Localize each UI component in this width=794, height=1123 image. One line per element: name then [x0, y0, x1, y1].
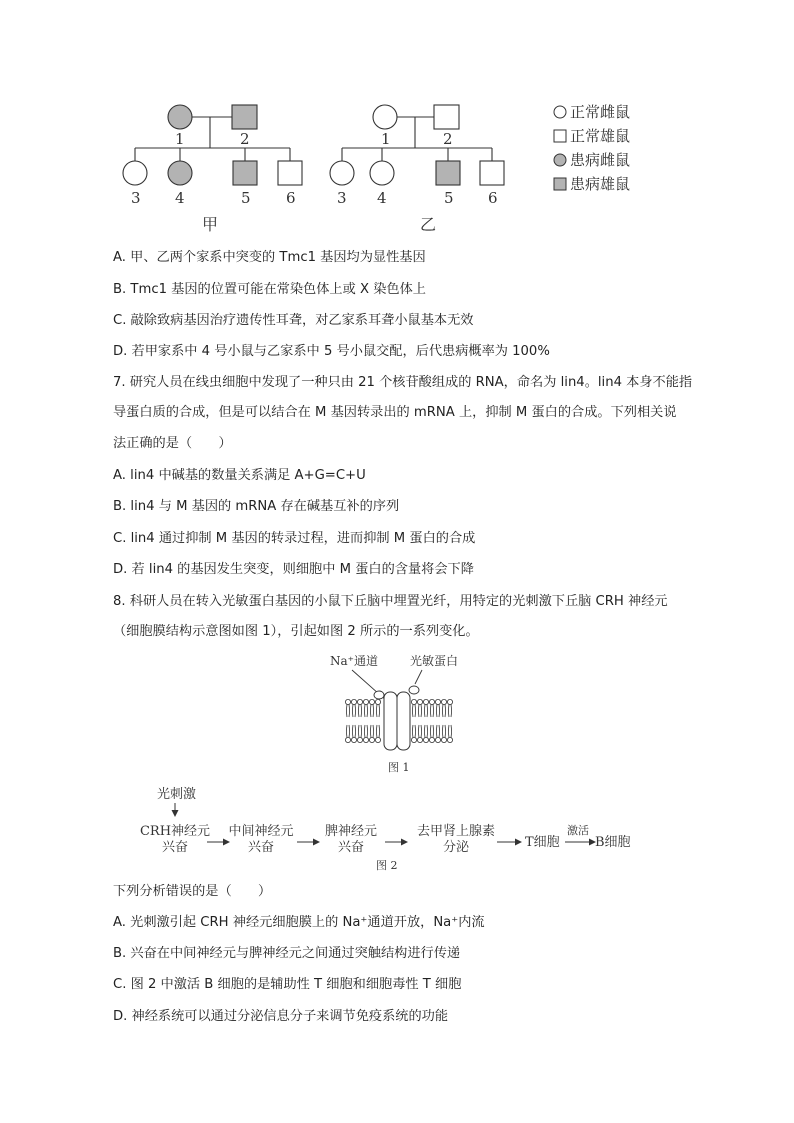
family1-individual-1 [168, 105, 192, 129]
legend [554, 103, 630, 193]
legend-normal-male: 正常雄鼠 [570, 127, 631, 145]
q8-stem-line-1: 8. 科研人员在转入光敏蛋白基因的小鼠下丘脑中埋置光纤，用特定的光刺激下丘脑 CRH 神经元 [113, 594, 668, 609]
family2-individual-2 [434, 105, 459, 129]
lipid-tail [371, 725, 372, 737]
lipid-tail [451, 725, 452, 737]
lipid-head [351, 699, 356, 704]
q7-option-c: C. lin4 通过抑制 M 基因的转录过程，进而抑制 M 蛋白的合成 [113, 531, 476, 546]
lipid-tail [427, 705, 428, 717]
lipid-tail [421, 725, 422, 737]
lipid-tail [421, 705, 422, 717]
pedigree-figure [100, 96, 660, 236]
legend-normal-female: 正常雌鼠 [570, 103, 631, 121]
lipid-tail [379, 705, 380, 717]
lipid-head [417, 699, 422, 704]
lipid-tail [373, 725, 374, 737]
f1-num-6: 6 [286, 189, 296, 207]
lipid-tail [371, 705, 372, 717]
fig2-stimulus: 光刺激 [157, 787, 197, 802]
f1-num-1: 1 [175, 130, 185, 148]
lipid-head [429, 737, 434, 742]
family2-individual-4 [370, 161, 394, 185]
f2-num-3: 3 [337, 189, 347, 207]
q6-option-b: B. Tmc1 基因的位置可能在常染色体上或 X 染色体上 [113, 282, 426, 297]
lipid-tail [439, 725, 440, 737]
q6-option-c: C. 敲除致病基因治疗遗传性耳聋，对乙家系耳聋小鼠基本无效 [113, 313, 474, 328]
f2-num-6: 6 [488, 189, 498, 207]
lipid-tail [427, 725, 428, 737]
lipid-head [435, 737, 440, 742]
lipid-head [417, 737, 422, 742]
fig2-activate: 激活 [567, 824, 589, 837]
fig2-node-2-line-1: 中间神经元 [228, 824, 294, 839]
lipid-tail [349, 725, 350, 737]
lipid-head [435, 699, 440, 704]
family1-individual-2 [232, 105, 257, 129]
lipid-head [375, 737, 380, 742]
family1-label: 甲 [202, 215, 219, 234]
lipid-head [369, 699, 374, 704]
f2-num-5: 5 [444, 189, 454, 207]
fig2-node-4-line-1: 去甲肾上腺素 [416, 824, 496, 839]
q7-stem-line-1: 7. 研究人员在线虫细胞中发现了一种只由 21 个核苷酸组成的 RNA，命名为 lin4。lin4 本身不能指 [113, 375, 693, 390]
lipid-tail [443, 725, 444, 737]
lipid-head [441, 699, 446, 704]
lipid-tail [413, 705, 414, 717]
lipid-tail [433, 705, 434, 717]
f1-num-4: 4 [175, 189, 185, 207]
lipid-tail [419, 705, 420, 717]
f2-num-1: 1 [381, 130, 391, 148]
fig2-caption: 图 2 [376, 859, 398, 872]
family2-individual-1 [373, 105, 397, 129]
q8-prompt: 下列分析错误的是（ ） [113, 884, 272, 899]
figure-2-flow [135, 783, 640, 875]
lipid-head [351, 737, 356, 742]
lipid-tail [373, 705, 374, 717]
fig1-label-protein: 光敏蛋白 [410, 654, 459, 668]
lipid-tail [419, 725, 420, 737]
lipid-tail [443, 705, 444, 717]
fig2-node-4-line-2: 分泌 [442, 840, 470, 855]
fig2-t-cell: T细胞 [525, 835, 560, 850]
lipid-tail [367, 725, 368, 737]
q8-option-c: C. 图 2 中激活 B 细胞的是辅助性 T 细胞和细胞毒性 T 细胞 [113, 977, 462, 992]
lipid-head [345, 699, 350, 704]
lipid-tail [415, 725, 416, 737]
lipid-head [447, 699, 452, 704]
lipid-head [423, 737, 428, 742]
fig1-caption: 图 1 [388, 761, 410, 774]
lipid-tail [361, 725, 362, 737]
fig2-node-1-line-2: 兴奋 [161, 840, 189, 855]
figure-1-membrane [330, 652, 470, 777]
lipid-head [357, 699, 362, 704]
fig2-node-2-line-2: 兴奋 [247, 840, 275, 855]
lipid-tail [451, 705, 452, 717]
lipid-tail [431, 725, 432, 737]
q8-option-b: B. 兴奋在中间神经元与脾神经元之间通过突触结构进行传递 [113, 946, 461, 961]
fig1-label-channel: Na⁺通道 [330, 654, 378, 668]
lipid-tail [359, 705, 360, 717]
lipid-tail [445, 725, 446, 737]
lipid-tail [377, 725, 378, 737]
lipid-tail [437, 725, 438, 737]
lipid-tail [365, 725, 366, 737]
q7-option-d: D. 若 lin4 的基因发生突变，则细胞中 M 蛋白的含量将会下降 [113, 562, 474, 577]
lipid-tail [365, 705, 366, 717]
q7-option-a: A. lin4 中碱基的数量关系满足 A+G=C+U [113, 468, 366, 483]
q6-option-d: D. 若甲家系中 4 号小鼠与乙家系中 5 号小鼠交配，后代患病概率为 100% [113, 344, 550, 359]
q8-stem-line-2: （细胞膜结构示意图如图 1），引起如图 2 所示的一系列变化。 [113, 624, 479, 639]
family2-label: 乙 [420, 215, 437, 234]
legend-affected-female: 患病雌鼠 [570, 151, 631, 169]
f2-num-2: 2 [443, 130, 453, 148]
lipid-head [429, 699, 434, 704]
lipid-tail [437, 705, 438, 717]
lipid-tail [355, 725, 356, 737]
lipid-tail [367, 705, 368, 717]
lipid-head [363, 737, 368, 742]
fig2-node-3-line-2: 兴奋 [337, 840, 365, 855]
lipid-tail [359, 725, 360, 737]
q7-stem-line-2: 导蛋白质的合成，但是可以结合在 M 基因转录出的 mRNA 上，抑制 M 蛋白的合成。下列相关说 [113, 405, 677, 420]
family1-individual-4 [168, 161, 192, 185]
lipid-head [411, 699, 416, 704]
lipid-tail [377, 705, 378, 717]
lipid-tail [445, 705, 446, 717]
lipid-tail [353, 705, 354, 717]
fig2-node-3-line-1: 脾神经元 [324, 824, 378, 839]
lipid-tail [449, 705, 450, 717]
f1-num-2: 2 [240, 130, 250, 148]
fig2-node-1-line-1: CRH神经元 [139, 824, 211, 839]
q8-option-d: D. 神经系统可以通过分泌信息分子来调节免疫系统的功能 [113, 1009, 449, 1024]
fig2-b-cell: B细胞 [595, 835, 631, 850]
lipid-tail [439, 705, 440, 717]
q6-option-a: A. 甲、乙两个家系中突变的 Tmc1 基因均为显性基因 [113, 250, 426, 265]
lipid-head [423, 699, 428, 704]
lipid-tail [347, 705, 348, 717]
lipid-head [369, 737, 374, 742]
lipid-tail [433, 725, 434, 737]
family2-individual-3 [330, 161, 354, 185]
lipid-head [345, 737, 350, 742]
lipid-tail [353, 725, 354, 737]
lipid-tail [379, 725, 380, 737]
lipid-tail [425, 705, 426, 717]
lipid-tail [415, 705, 416, 717]
q7-stem-line-3: 法正确的是（ ） [113, 436, 232, 451]
lipid-tail [349, 705, 350, 717]
lipid-head [357, 737, 362, 742]
q7-option-b: B. lin4 与 M 基因的 mRNA 存在碱基互补的序列 [113, 499, 400, 514]
lipid-head [363, 699, 368, 704]
family1-individual-6 [278, 161, 302, 185]
f2-num-4: 4 [377, 189, 387, 207]
lipid-head [441, 737, 446, 742]
lipid-tail [361, 705, 362, 717]
legend-affected-male: 患病雄鼠 [570, 175, 631, 193]
family1-individual-5 [233, 161, 257, 185]
lipid-head [375, 699, 380, 704]
lipid-tail [431, 705, 432, 717]
f1-num-5: 5 [241, 189, 251, 207]
lipid-tail [449, 725, 450, 737]
family1-individual-3 [123, 161, 147, 185]
lipid-tail [347, 725, 348, 737]
family2-individual-6 [480, 161, 504, 185]
lipid-head [411, 737, 416, 742]
lipid-head [447, 737, 452, 742]
f1-num-3: 3 [131, 189, 141, 207]
family2-individual-5 [436, 161, 460, 185]
lipid-tail [413, 725, 414, 737]
lipid-tail [425, 725, 426, 737]
q8-option-a: A. 光刺激引起 CRH 神经元细胞膜上的 Na⁺通道开放，Na⁺内流 [113, 915, 485, 930]
lipid-tail [355, 705, 356, 717]
